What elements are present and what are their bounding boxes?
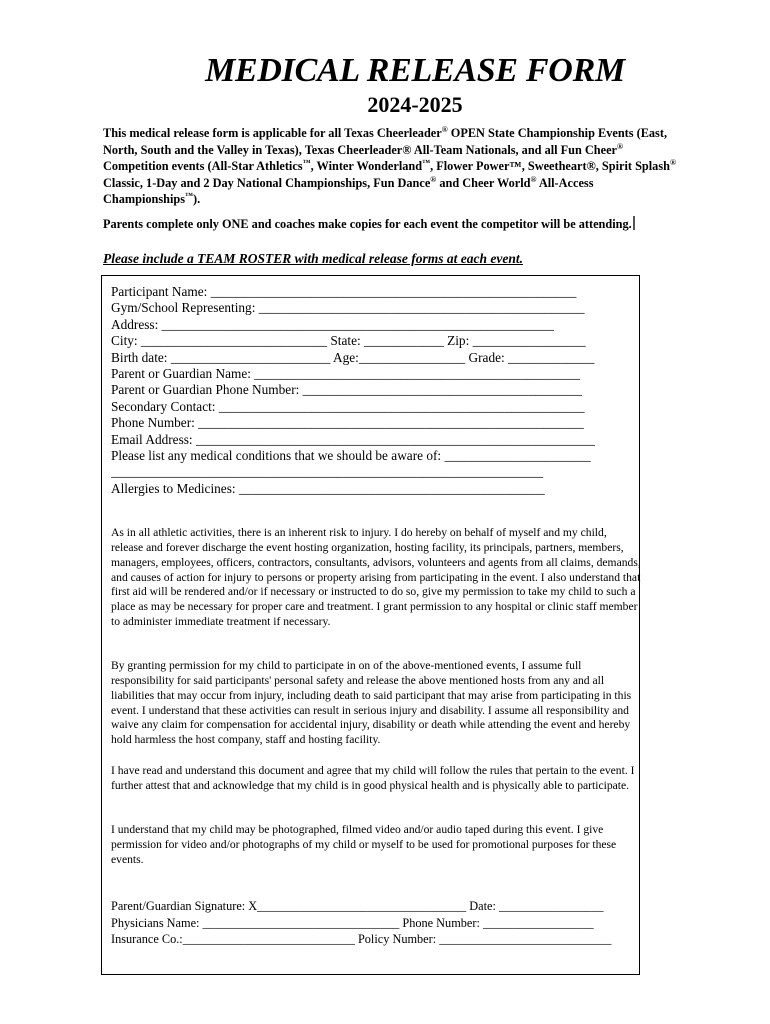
signature-block xyxy=(111,898,636,948)
registered-mark: ® xyxy=(617,141,623,151)
acknowledgement-paragraph: I have read and understand this document and agree that my child will follow the rules that pertain to the event. I further attest that and acknowledge that my child is in good physical health and is physically able to participate. xyxy=(111,764,635,792)
registered-mark: ® xyxy=(530,174,537,184)
secondary-contact-field[interactable]: Secondary Contact: _______________________________________________________ xyxy=(111,398,585,414)
registered-mark: ® xyxy=(441,124,448,134)
intro-text: and Cheer World xyxy=(436,175,531,190)
form-year: 2024-2025 xyxy=(367,92,463,117)
insurance-field[interactable]: Insurance Co.:____________________________ Policy Number: ____________________________ xyxy=(111,932,612,946)
guardian-phone-field[interactable]: Parent or Guardian Phone Number: __________________________________________ xyxy=(111,382,582,398)
physician-field[interactable]: Physicians Name: ________________________________ Phone Number: __________________ xyxy=(111,915,594,930)
parents-note-text: Parents complete only ONE and coaches make copies for each event the competitor will be attending. xyxy=(103,217,632,231)
form-title: MEDICAL RELEASE FORM xyxy=(205,52,625,89)
guardian-name-field[interactable]: Parent or Guardian Name: _________________________________________________ xyxy=(111,365,581,381)
registered-mark: ® xyxy=(669,157,676,167)
text-cursor xyxy=(633,216,635,230)
registered-mark: ® xyxy=(430,174,437,184)
release-paragraph: As in all athletic activities, there is an inherent risk to injury. I do hereby on behalf of myself and my child, release and forever discharge the event hosting organization, hosting facility, its principals, partners, members, managers, employees, officers, contractors, consultants, advisors, volunteers and agents from all claims, demands, and causes of action for injury to persons or property arising from participating in the event. I also understand that first aid will be rendered and/or if necessary or instructed to do so, give my permission to take my child to such a place as may be necessary for proper care and treatment. I grant permission to any hospital or clinic staff member to administer immediate treatment if necessary. xyxy=(111,526,641,629)
intro-paragraph xyxy=(103,125,688,208)
media-consent-paragraph: I understand that my child may be photographed, filmed video and/or audio taped during this event. I give permission for video and/or photographs of my child or myself to be used for promotional purposes for these events. xyxy=(111,823,617,866)
medical-conditions-continued-field[interactable]: _________________________________________________________________ xyxy=(111,464,544,480)
guardian-signature-field[interactable]: Parent/Guardian Signature: X__________________________________ Date: _________________ xyxy=(111,899,604,913)
intro-text: ). xyxy=(193,192,201,206)
intro-text: Competition events (All-Star Athletics xyxy=(103,159,303,173)
email-address-field[interactable]: Email Address: ____________________________________________________________ xyxy=(111,431,595,447)
address-field[interactable]: Address: ___________________________________________________________ xyxy=(111,316,554,332)
team-roster-note: Please include a TEAM ROSTER with medical release forms at each event. xyxy=(103,251,523,266)
parents-note xyxy=(103,216,703,232)
intro-text: This medical release form is applicable for all Texas Cheerleader xyxy=(103,126,442,140)
participant-fields xyxy=(111,284,631,497)
intro-text: All-Access Championships xyxy=(103,175,594,206)
phone-number-field[interactable]: Phone Number: __________________________________________________________ xyxy=(111,415,584,431)
trademark-mark: ™ xyxy=(185,190,194,200)
allergies-field[interactable]: Allergies to Medicines: ______________________________________________ xyxy=(111,480,545,496)
intro-text: OPEN State Championship Events (East, North, South and the Valley in Texas), Texas Cheerleader® All-Team Nationals, and all Fun Cheer xyxy=(103,126,668,157)
intro-text: Classic, 1-Day and 2 Day National Championships, Fun Dance xyxy=(103,175,431,190)
trademark-mark: ™ xyxy=(422,157,431,167)
birthdate-age-grade-field[interactable]: Birth date: ________________________ Age:________________ Grade: _____________ xyxy=(111,349,595,365)
intro-text: , Winter Wonderland xyxy=(310,159,423,173)
city-state-zip-field[interactable]: City: ____________________________ State: ____________ Zip: _________________ xyxy=(111,333,586,349)
medical-conditions-field[interactable]: Please list any medical conditions that we should be aware of: ______________________ xyxy=(111,447,591,463)
participant-name-field[interactable]: Participant Name: _______________________________________________________ xyxy=(111,284,577,299)
trademark-mark: ™ xyxy=(302,157,311,167)
gym-school-field[interactable]: Gym/School Representing: _________________________________________________ xyxy=(111,300,585,316)
intro-text: , Flower Power™, Sweetheart®, Spirit Splash xyxy=(430,159,670,173)
responsibility-paragraph: By granting permission for my child to participate in on of the above-mentioned events, I assume full responsibility for said participants' personal safety and release the above mentioned hosts from any and all liabilities that may occur from injury, including death to said participant that may arise from participating in this event. I understand that these activities can result in serious injury and disability. I assume all responsibility and waive any claim for compensation for accidental injury, disability or death while attending the event and hereby hold harmless the host company, staff and hosting facility. xyxy=(111,659,632,747)
